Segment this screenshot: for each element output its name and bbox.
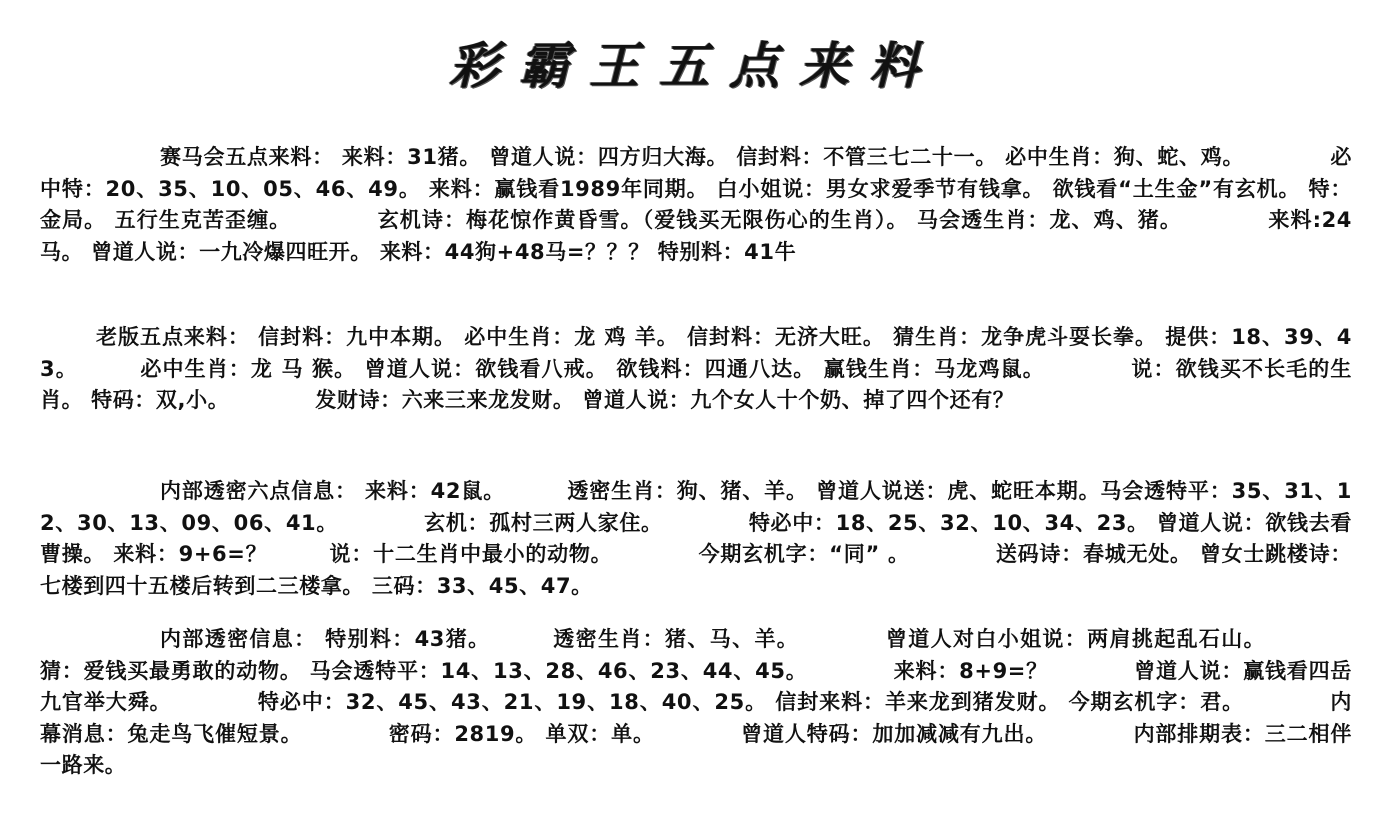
paragraph-fragment: 内部透密六点信息： 来料：42鼠。	[160, 479, 506, 503]
paragraph-fragment: 内幕消息：兔走鸟飞催短景。	[40, 690, 1352, 746]
paragraph-fragment: 玄机：孤村三两人家住。	[424, 510, 663, 535]
paragraph-fragment: 必中特：20、35、10、05、46、49。 来料：赢钱看1989年同期。 白小姐说：男女求爱季节有钱拿。 欲钱看“土生金”有玄机。 特：金局。 五行生克苦歪缠。	[40, 145, 1353, 232]
paragraph-fragment: 密码：2819。 单双：单。	[388, 721, 655, 746]
paragraph-fragment: 特必中：18、25、32、10、34、23。 曾道人说：欲钱去看曹操。 来料：9+6=？	[40, 510, 1352, 566]
section-laoban	[40, 322, 1352, 417]
paragraph-fragment: 必中生肖：龙 马 猴。 曾道人说：欲钱看八戒。 欲钱料：四通八达。 赢钱生肖：马龙鸡鼠。	[139, 356, 1045, 381]
paragraph-fragment: 玄机诗：梅花惊作黄昏雪。（爱钱买无限伤心的生肖）。 马会透生肖：龙、鸡、猪。	[377, 208, 1182, 232]
page-title: 彩霸王五点来料	[449, 36, 939, 95]
paragraph-fragment: 内部透密信息： 特别料：43猪。	[160, 627, 491, 651]
paragraph-fragment: 送码诗：春城无处。 曾女士跳楼诗：七楼到四十五楼后转到二三楼拿。 三码：33、45、47。	[40, 542, 1352, 598]
paragraph-fragment: 发财诗：六来三来龙发财。 曾道人说：九个女人十个奶、掉了四个还有？	[315, 388, 1015, 412]
paragraph-fragment: 老版五点来料： 信封料：九中本期。 必中生肖：龙 鸡 羊。 信封料：无济大旺。 猜生肖：龙争虎斗耍长拳。 提供：18、39、43。	[40, 325, 1352, 381]
paragraph-fragment: 说：欲钱买不长毛的生肖。 特码：双,小。	[40, 356, 1353, 412]
paragraph-fragment: 内部排期表：三二相伴一路来。	[40, 721, 1352, 777]
paragraph-fragment: 赛马会五点来料： 来料：31猪。 曾道人说：四方归大海。 信封料：不管三七二十一。 必中生肖：狗、蛇、鸡。	[160, 145, 1245, 169]
paragraph-fragment: 来料:24马。 曾道人说：一九冷爆四旺开。 来料：44狗+48马=？？？ 特别料：41牛	[40, 208, 1353, 264]
section-saimahui	[40, 142, 1352, 268]
section-neibu-touli	[40, 624, 1352, 782]
paragraph-fragment: 透密生肖：猪、马、羊。	[552, 627, 800, 651]
paragraph-fragment: 曾道人特码：加加减减有九出。	[740, 721, 1048, 746]
paragraph-fragment: 猜：爱钱买最勇敢的动物。 马会透特平：14、13、28、46、23、44、45。	[40, 658, 808, 683]
paragraph-fragment: 特必中：32、45、43、21、19、18、40、25。 信封来料：羊来龙到猪发财。 今期玄机字：君。	[257, 690, 1245, 714]
section-neibu-touli-liudian	[40, 476, 1352, 602]
paragraph-fragment: 说：十二生肖中最小的动物。	[329, 542, 613, 566]
paragraph-fragment: 曾道人说：赢钱看四岳九官举大舜。	[40, 658, 1353, 714]
paragraph-fragment: 今期玄机字：“同” 。	[698, 542, 910, 566]
paragraph-fragment: 透密生肖：狗、猪、羊。 曾道人说送：虎、蛇旺本期。马会透特平：35、31、12、30、13、09、06、41。	[40, 479, 1353, 535]
paragraph-fragment: 曾道人对白小姐说：两肩挑起乱石山。	[885, 627, 1266, 651]
paragraph-fragment: 来料：8+9=？	[893, 658, 1048, 683]
